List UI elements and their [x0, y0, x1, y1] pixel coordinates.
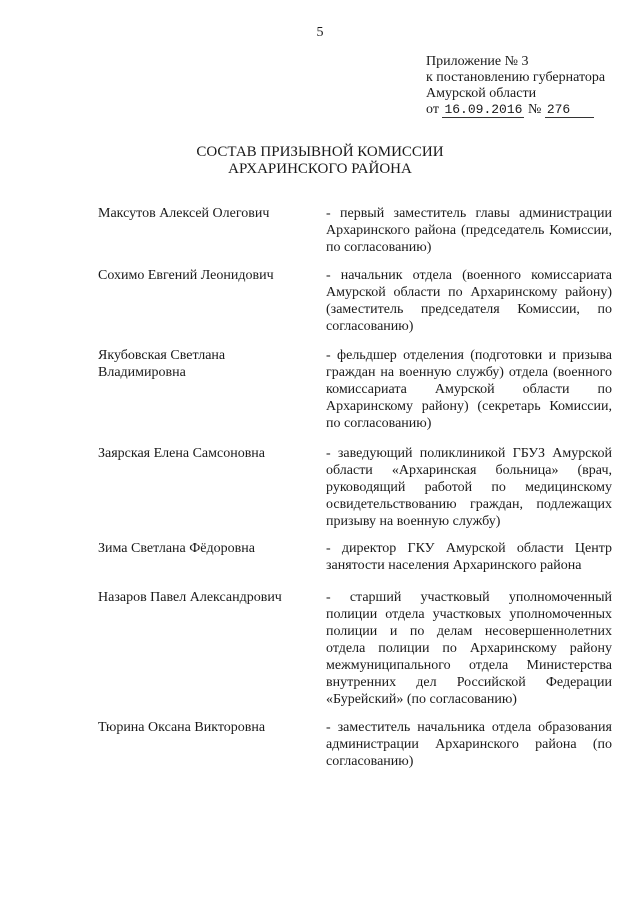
member-name: Тюрина Оксана Викторовна — [98, 720, 266, 735]
document-title — [0, 144, 640, 178]
member-role: - старший участковый уполномоченный полиции отдела участковых уполномоченных полиции и по делам несовершеннолетних отдела полиции по Архаринскому району межмуниципального отдела Министерства внутренних дел Российской Федерации «Бурейский» (по согласованию) — [326, 590, 612, 707]
title-line-1: СОСТАВ ПРИЗЫВНОЙ КОМИССИИ — [196, 144, 444, 160]
member-role: - заместитель начальника отдела образования администрации Архаринского района (по согласованию) — [326, 720, 612, 769]
member-role: - фельдшер отделения (подготовки и призыва граждан на военную службу) отдела (военного комиссариата Амурской области по Архаринскому району) (секретарь Комиссии, по согласованию) — [326, 348, 612, 431]
member-name: Якубовская Светлана Владимировна — [98, 348, 226, 380]
member-role: - первый заместитель главы администрации Архаринского района (председатель Комиссии, по согласованию) — [326, 206, 612, 255]
appendix-date-line — [426, 102, 626, 118]
decree-number: 276 — [545, 102, 594, 118]
number-prefix: № — [527, 102, 542, 117]
member-name: Зима Светлана Фёдоровна — [98, 541, 255, 556]
appendix-line-3: Амурской области — [426, 86, 537, 101]
member-role: - начальник отдела (военного комиссариата Амурской области по Архаринскому району) (заместитель председателя Комиссии, по согласованию) — [326, 268, 612, 334]
member-name: Сохимо Евгений Леонидович — [98, 268, 274, 283]
appendix-block — [426, 54, 626, 118]
page-number: 5 — [316, 25, 324, 40]
member-role: - заведующий поликлиникой ГБУЗ Амурской области «Архаринская больница» (врач, руководящий работой по медицинскому освидетельствованию граждан, подлежащих призыву на военную службу) — [326, 446, 612, 529]
member-name: Назаров Павел Александрович — [98, 590, 282, 605]
date-prefix: от — [426, 102, 439, 117]
member-name: Заярская Елена Самсоновна — [98, 446, 266, 461]
decree-date: 16.09.2016 — [444, 102, 523, 117]
appendix-line-1: Приложение № 3 — [426, 54, 529, 69]
member-role: - директор ГКУ Амурской области Центр занятости населения Архаринского района — [326, 541, 612, 573]
appendix-line-2: к постановлению губернатора — [426, 70, 606, 85]
title-line-2: АРХАРИНСКОГО РАЙОНА — [228, 161, 412, 177]
member-name: Максутов Алексей Олегович — [98, 206, 270, 221]
